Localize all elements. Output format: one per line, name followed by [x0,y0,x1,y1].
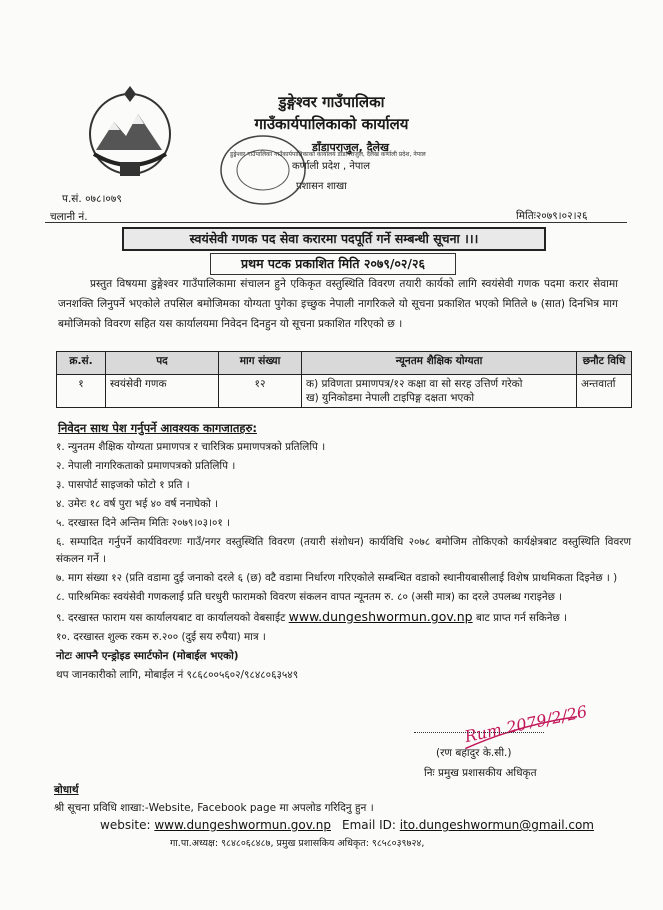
list-item: ४. उमेरः १८ वर्ष पुरा भई ४० वर्ष ननाघेको । [56,498,219,510]
publish-date: प्रथम पटक प्रकाशित मिति २०७९/०२/२६ [210,253,456,275]
contact-line: थप जानकारीको लागि, मोबाईल नं ९८६८००५६०२/९८४८०६३५४९ [56,669,299,681]
website-link[interactable]: www.dungeshwormun.gov.np [154,818,331,832]
dispatch-number: चलानी नं. [50,211,88,223]
list-item: ३. पासपोर्ट साइजको फोटो १ प्रति । [56,479,190,491]
requirements-table [56,351,632,408]
cell-qualification [302,375,577,408]
notice-body: प्रस्तुत विषयमा डुङ्गेश्वर गाउँपालिकामा संचालन हुने एकिकृत वस्तुस्थिति विवरण तयारी कार्यको लागि स्वयंसेवी गणक पदमा करार सेवामा जनशक्ति लिनुपर्ने भएकोले तपसिल बमोजिमका योग्यता पुगेका इच्छुक नेपाली नागरिकले यो सूचना प्रकाशित भएको मितिले ७ (सात) दिनभित्र माग बमोजिमको विवरण सहित यस कार्यालयमा निवेदन दिनहुन यो सूचना प्रकाशित गरिएको छ । [58,278,618,330]
office-seal-icon [218,130,426,208]
col-header-qualification: न्यूनतम शैक्षिक योग्यता [302,352,577,375]
signatory-name: (रण बहादुर के.सी.) [436,747,512,759]
notice-date: मितिः२०७९।०२।२६ [516,210,588,222]
footer-email-row [342,818,594,832]
list-item [56,608,631,627]
qualification-b: ख) युनिकोडमा नेपाली टाइपिङ्ग दक्षता भएको [306,392,475,404]
handwritten-date: Rum 2079/2/26 [462,701,589,747]
smartphone-note: नोटः आफ्नै एन्ड्रोइड स्मार्टफोन (मोबाईल भएको) [56,650,239,662]
seal-text: डुङ्गेश्वर गाउँपालिका गाउँकार्यपालिकाको कार्यालय डाँडापराजुल, दैलेख कर्णाली प्रदेश, नेपाल [230,151,426,158]
cell-post: स्वयंसेवी गणक [106,375,219,408]
col-header-post: पद [106,352,219,375]
office-address: डाँडापराजुल, दैलेख [312,141,389,154]
email-link[interactable]: ito.dungeshwormun@gmail.com [399,818,594,832]
list-item: ५. दरखास्त दिने अन्तिम मितिः २०७९।०३।०१ । [56,517,231,529]
reference-number: प.सं. ०७८।०७९ [62,193,122,205]
signature-line [414,732,544,733]
office-branch: प्रशासन शाखा [296,181,347,192]
item9-tail: बाट प्राप्त गर्न सकिनेछ । [475,612,568,624]
office-subtitle: गाउँकार्यपालिकाको कार्यालय [254,115,409,133]
col-header-method: छनौट विधि [577,352,632,375]
item9-text: ९. दरखास्त फाराम यस कार्यालयबाट वा कार्यालयको वेबसाईट [56,612,286,624]
list-item: १. न्युनतम शैक्षिक योग्यता प्रमाणपत्र र चारित्रिक प्रमाणपत्रको प्रतिलिपि । [56,441,326,453]
col-header-count: माग संख्या [219,352,302,375]
table-header-row [57,352,632,375]
header-divider [45,222,627,223]
cell-method: अन्तवार्ता [577,375,632,408]
list-item: १०. दरखास्त शुल्क रकम रु.२०० (दुई सय रुपैया) मात्र । [56,631,266,643]
footer-phones: गा.पा.अध्यक्ष: ९८४८०६८४८७, प्रमुख प्रशासकिय अधिकृत: ९८५८०३९७२४, [170,838,425,849]
footer-website-row [100,818,331,832]
office-province: कर्णाली प्रदेश , नेपाल [292,161,370,172]
list-item: ८. पारिश्रमिकः स्वयंसेवी गणकलाई प्रति घरधुरी फारामको विवरण संकलन वापत न्यूनतम रु. ८० (असी मात्र) का दरले उपलब्ध गराइनेछ । [56,591,563,603]
cell-count: १२ [219,375,302,408]
list-item: ७. माग संख्या १२ (प्रति वडामा दुई जनाको दरले ६ (छ) वटै वडामा निर्धारण गरिएकोले सम्बन्धित वडाको स्थानीयबासीलाई विशेष प्राथमिकता दिइनेछ । ) [56,572,618,584]
email-label: Email ID: [342,818,396,832]
item9-website-link[interactable]: www.dungeshwormun.gov.np [288,609,473,624]
col-header-sn: क्र.सं. [57,352,106,375]
cc-label: बोधार्थ [54,784,79,796]
notice-title: स्वयंसेवी गणक पद सेवा करारमा पदपूर्ति गर्ने सम्बन्धी सूचना ।।। [122,227,546,251]
list-item: २. नेपाली नागरिकताको प्रमाणपत्रको प्रतिलिपि । [56,460,236,472]
office-name: डुङ्गेश्वर गाउँपालिका [278,93,385,111]
qualification-a: क) प्रविणता प्रमाणपत्र/१२ कक्षा वा सो सरह उत्तिर्ण गरेको [306,378,523,390]
cell-sn: १ [57,375,106,408]
list-item: ६. सम्पादित गर्नुपर्ने कार्यविवरणः गाउँ/नगर वस्तुस्थिति विवरण (तयारी संशोधन) कार्यविधि २०७८ बमोजिम तोकिएको कार्यक्षेत्रबाट वस्तुस्थिति विवरण संकलन गर्ने । [56,536,631,565]
website-label: website: [100,818,151,832]
table-row [57,375,632,408]
documents-title: निवेदन साथ पेश गर्नुपर्ने आवश्यक कागजातहरु: [58,421,257,435]
signatory-title: निः प्रमुख प्रशासकीय अधिकृत [424,767,537,779]
cc-line: श्री सूचना प्रविधि शाखा:-Website, Facebook page मा अपलोड गरिदिनु हुन । [54,802,374,814]
documents-list [56,439,631,686]
